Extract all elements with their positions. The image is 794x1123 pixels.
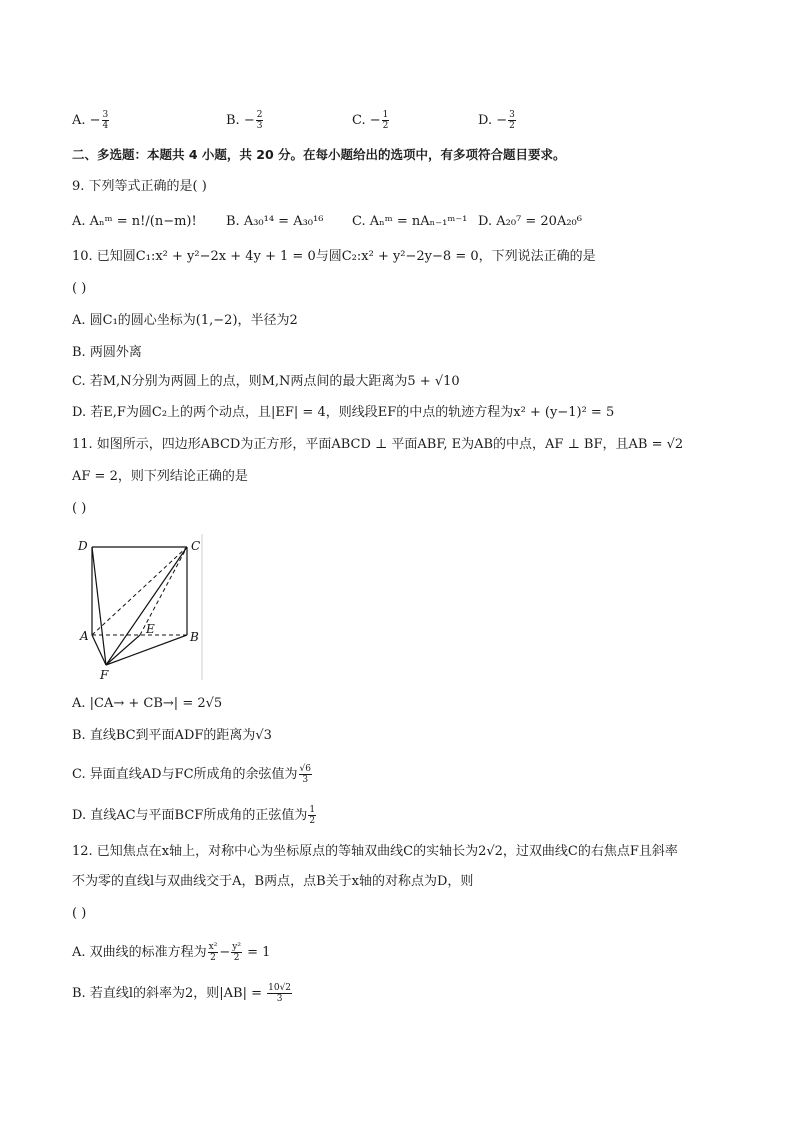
- fraction: [208, 942, 219, 963]
- numerator: 2: [256, 110, 263, 120]
- q8-option-c[interactable]: [352, 110, 390, 131]
- fraction: [102, 110, 110, 131]
- fraction: [299, 764, 312, 785]
- diagonal-ac-dashed: [92, 547, 187, 635]
- fraction: [267, 983, 292, 1004]
- numerator: 3: [102, 110, 109, 120]
- q12-stem-line1: 12. 已知焦点在x轴上，对称中心为坐标原点的等轴双曲线C的实轴长为2√2，过双曲线C的右焦点F且斜率: [72, 844, 678, 859]
- q8-option-b[interactable]: [226, 110, 264, 131]
- q9-option-a[interactable]: A. Aₙᵐ = n!/(n−m)!: [72, 214, 197, 229]
- q11-stem-line1: 11. 如图所示，四边形ABCD为正方形，平面ABCD ⊥ 平面ABF, E为AB的中点，AF ⊥ BF，且AB = √2: [72, 437, 684, 452]
- q9-option-b[interactable]: B. A₃₀¹⁴ = A₃₀¹⁶: [226, 214, 324, 229]
- q11-option-d[interactable]: [72, 805, 317, 826]
- fraction: [508, 110, 516, 131]
- q10-option-d[interactable]: D. 若E,F为圆C₂上的两个动点，且|EF| = 4，则线段EF的中点的轨迹方程为x² + (y−1)² = 5: [72, 405, 615, 420]
- label-e: E: [146, 622, 155, 636]
- q12-option-a[interactable]: [72, 942, 270, 963]
- numerator: √6: [299, 764, 311, 774]
- denominator: 2: [210, 953, 216, 963]
- q11-stem-line2: AF = 2，则下列结论正确的是: [72, 469, 248, 484]
- label-c: C: [191, 539, 201, 553]
- q11-answer-paren: ( ): [72, 501, 87, 516]
- q11-option-a[interactable]: A. |CA→ + CB→| = 2√5: [72, 696, 223, 711]
- fraction: [231, 942, 242, 963]
- q11-option-c[interactable]: [72, 764, 313, 785]
- option-text: B. 若直线l的斜率为2，则|AB| =: [72, 986, 262, 1001]
- option-label: D. −: [478, 113, 508, 128]
- option-text: A. 双曲线的标准方程为: [72, 945, 207, 960]
- minus-sign: −: [219, 945, 231, 960]
- q11-option-b[interactable]: B. 直线BC到平面ADF的距离为√3: [72, 728, 272, 743]
- q10-stem: 10. 已知圆C₁:x² + y²−2x + 4y + 1 = 0与圆C₂:x² + y²−2y−8 = 0，下列说法正确的是: [72, 249, 596, 264]
- numerator: 3: [509, 110, 515, 120]
- option-label: A. −: [72, 113, 101, 128]
- option-text: C. 异面直线AD与FC所成角的余弦值为: [72, 767, 298, 782]
- option-text: D. 直线AC与平面BCF所成角的正弦值为: [72, 808, 308, 823]
- numerator: x²: [208, 942, 218, 952]
- edge-bf: [106, 635, 187, 665]
- section-heading: 二、多选题：本题共 4 小题，共 20 分。在每小题给出的选项中，有多项符合题目要求。: [72, 147, 566, 162]
- fraction: [308, 805, 316, 826]
- label-f: F: [100, 668, 109, 682]
- denominator: 2: [509, 121, 515, 131]
- numerator: 1: [309, 805, 316, 815]
- q8-option-a[interactable]: [72, 110, 110, 131]
- q10-option-c[interactable]: C. 若M,N分别为两圆上的点，则M,N两点间的最大距离为5 + √10: [72, 374, 460, 389]
- geometry-figure: [74, 530, 206, 682]
- fraction: [256, 110, 264, 131]
- q9-stem: 9. 下列等式正确的是( ): [72, 179, 207, 194]
- q9-option-c[interactable]: C. Aₙᵐ = nAₙ₋₁ᵐ⁻¹: [352, 214, 468, 229]
- denominator: 2: [309, 816, 316, 826]
- denominator: 3: [302, 775, 309, 785]
- label-a: A: [80, 629, 89, 643]
- numerator: 1: [382, 110, 389, 120]
- q8-option-d[interactable]: [478, 110, 517, 131]
- denominator: 4: [102, 121, 109, 131]
- numerator: y²: [232, 942, 241, 952]
- q12-option-b[interactable]: [72, 983, 293, 1004]
- edge-df: [92, 547, 106, 665]
- equation-rhs: = 1: [247, 945, 271, 960]
- denominator: 3: [276, 994, 283, 1004]
- denominator: 2: [233, 953, 240, 963]
- q10-option-b[interactable]: B. 两圆外离: [72, 345, 142, 360]
- fraction: [382, 110, 390, 131]
- label-d: D: [78, 539, 88, 553]
- q10-option-a[interactable]: A. 圆C₁的圆心坐标为(1,−2)，半径为2: [72, 313, 298, 328]
- q12-stem-line2: 不为零的直线l与双曲线交于A，B两点，点B关于x轴的对称点为D，则: [72, 874, 474, 889]
- numerator: 10√2: [268, 983, 292, 993]
- edge-cf: [106, 547, 187, 665]
- q12-answer-paren: ( ): [72, 906, 87, 921]
- option-label: B. −: [226, 113, 255, 128]
- q9-option-d[interactable]: D. A₂₀⁷ = 20A₂₀⁶: [478, 214, 582, 229]
- q10-answer-paren: ( ): [72, 281, 87, 296]
- denominator: 2: [382, 121, 389, 131]
- option-label: C. −: [352, 113, 381, 128]
- label-b: B: [190, 630, 199, 644]
- denominator: 3: [256, 121, 263, 131]
